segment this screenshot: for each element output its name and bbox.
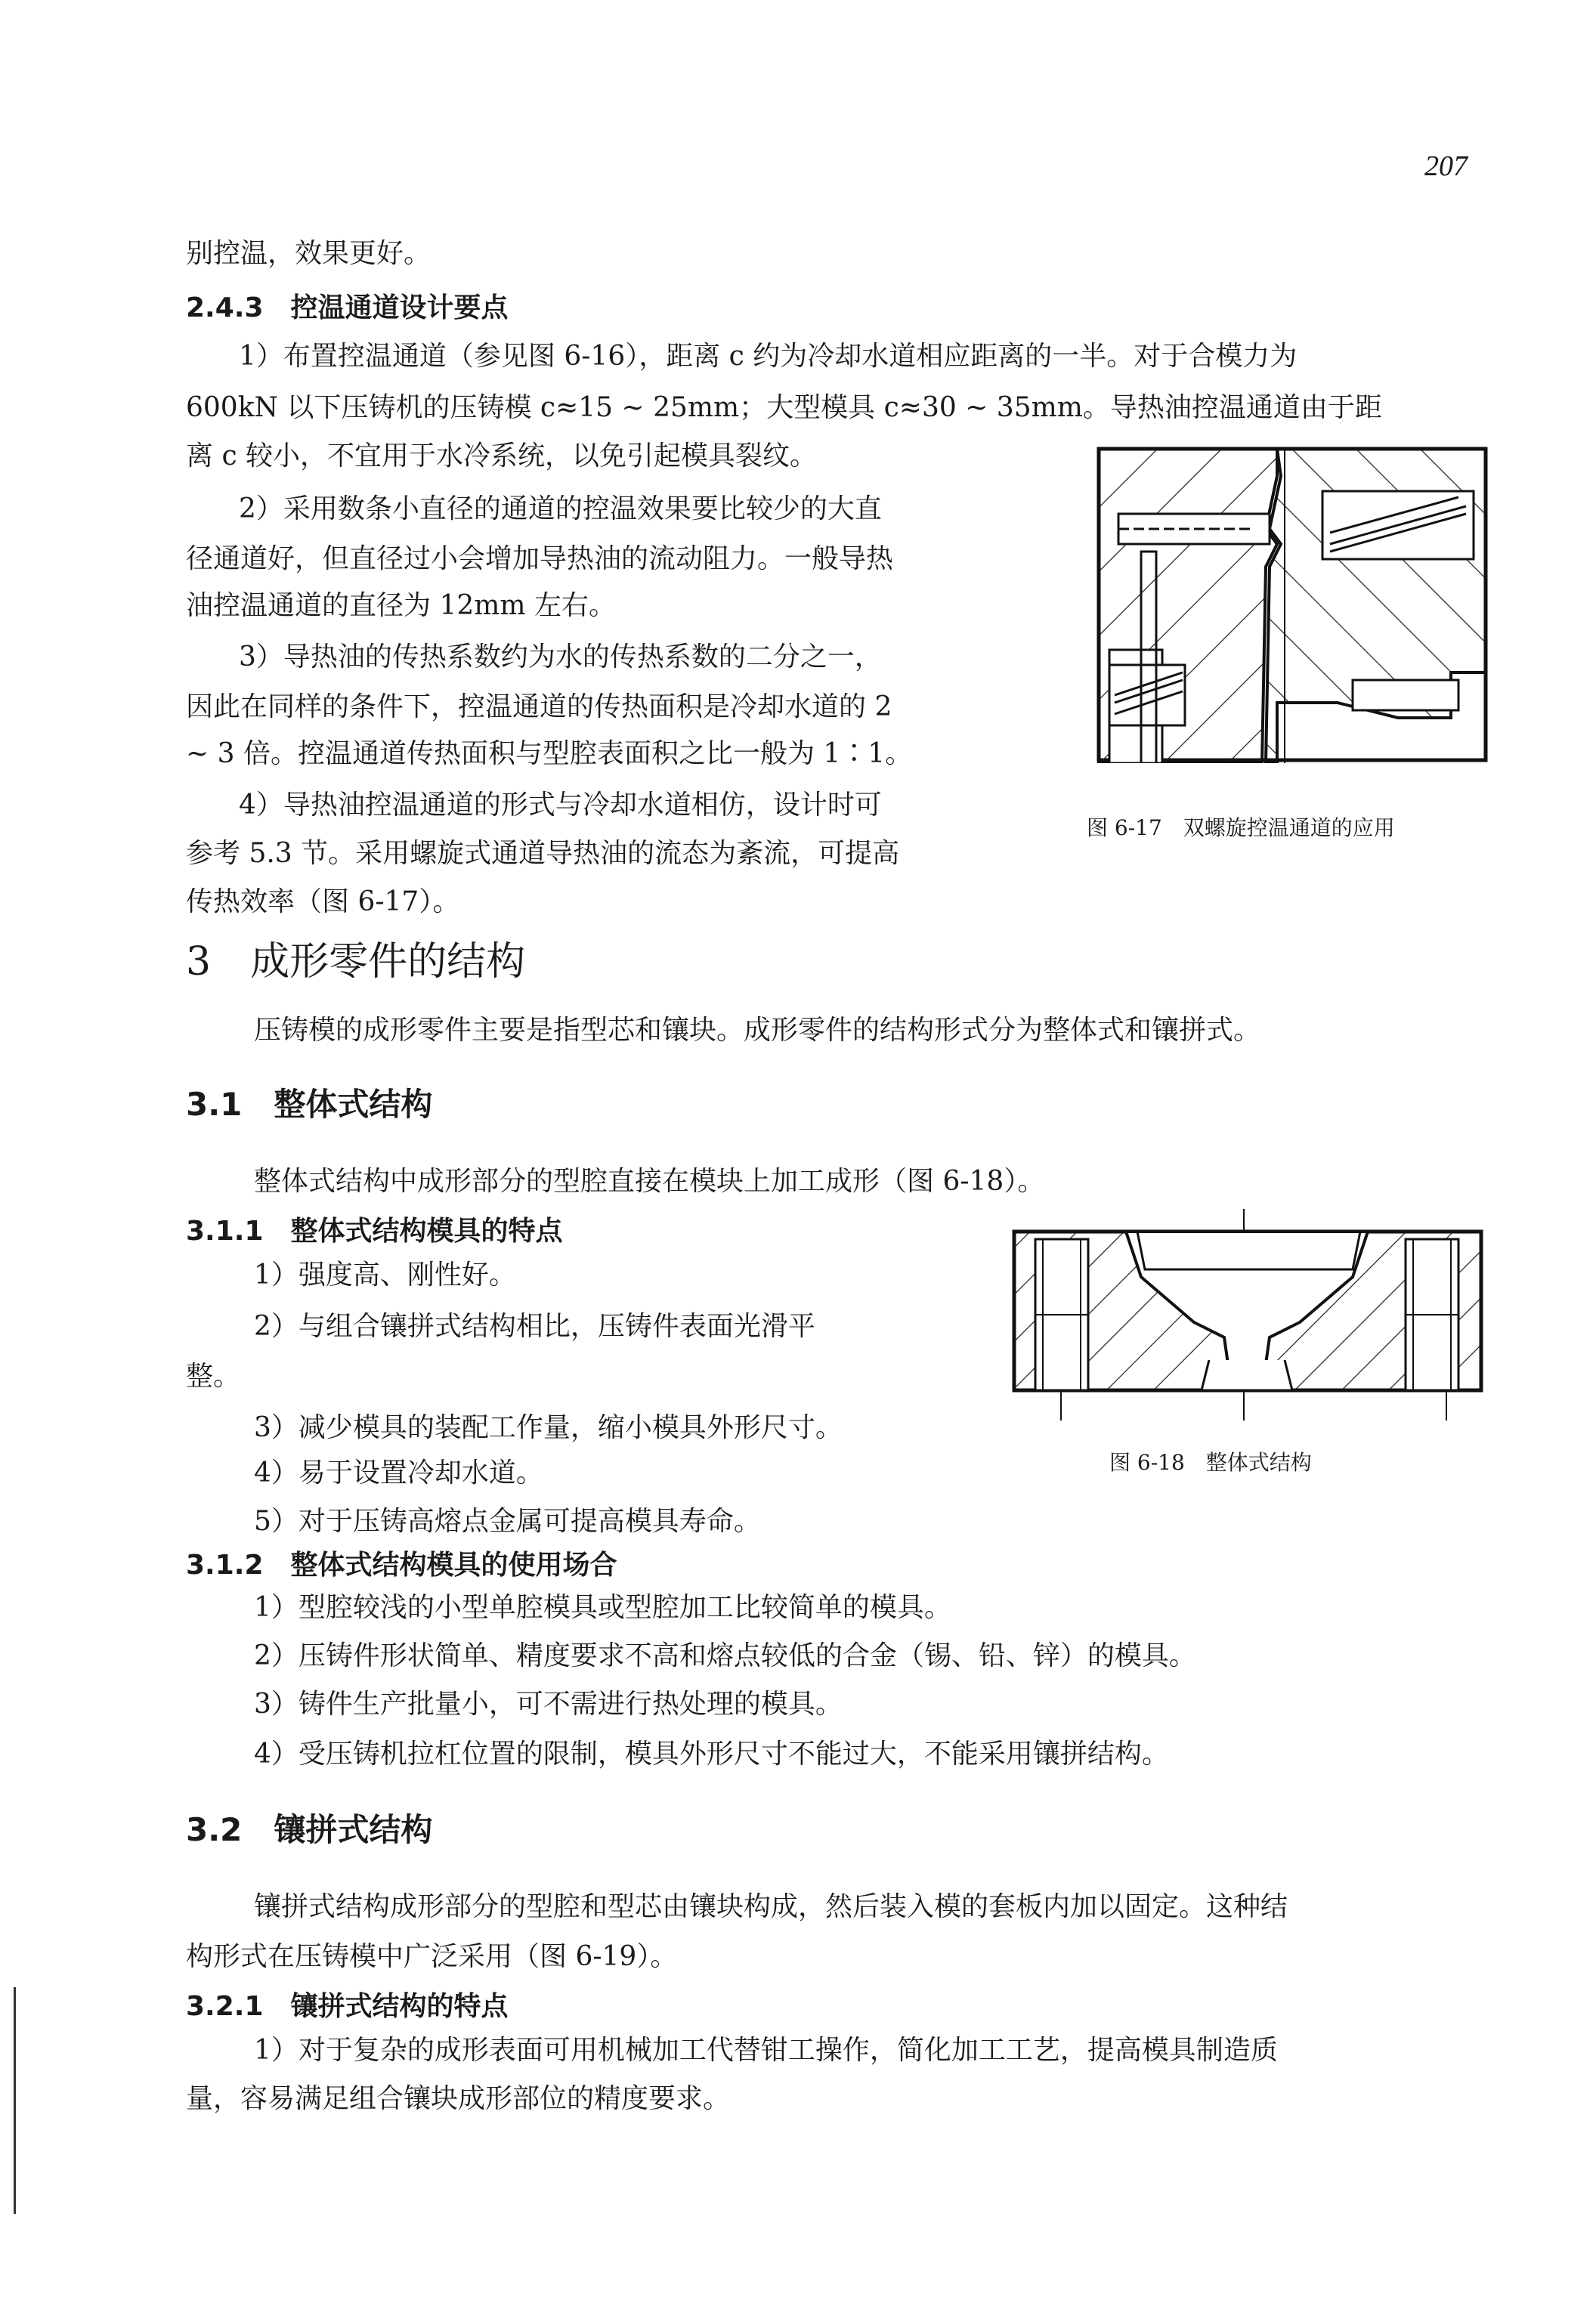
integral-structure-drawing <box>1005 1209 1489 1421</box>
feature-4: 4）易于设置冷却水道。 <box>254 1458 543 1489</box>
para-4-line-2: 参考 5.3 节。采用螺旋式通道导热油的流态为紊流，可提高 <box>186 838 900 869</box>
para-3-line-1: 3）导热油的传热系数约为水的传热系数的二分之一， <box>239 641 882 672</box>
heading-3: 3 成形零件的结构 <box>186 939 526 985</box>
figure-6-18-caption: 图 6-18 整体式结构 <box>1109 1450 1312 1475</box>
para-2-line-1: 2）采用数条小直径的通道的控温效果要比较少的大直 <box>239 493 882 524</box>
lead-line: 别控温，效果更好。 <box>186 238 431 269</box>
figure-6-17-caption: 图 6-17 双螺旋控温通道的应用 <box>1087 815 1395 840</box>
heading-3-2-1: 3.2.1 镶拼式结构的特点 <box>186 1991 509 2022</box>
feature-1: 1）强度高、刚性好。 <box>254 1260 516 1291</box>
para-2-line-2: 径通道好，但直径过小会增加导热油的流动阻力。一般导热 <box>186 543 894 574</box>
para-1-line-2: 600kN 以下压铸机的压铸模 c≈15 ~ 25mm；大型模具 c≈30 ~ 35mm。导热油控温通道由于距 <box>186 392 1382 423</box>
feature-2: 2）与组合镶拼式结构相比，压铸件表面光滑平 <box>254 1311 815 1342</box>
figure-6-17 <box>1096 446 1489 763</box>
heading-3-1: 3.1 整体式结构 <box>186 1086 433 1123</box>
para-1-line-1: 1）布置控温通道（参见图 6-16），距离 c 约为冷却水道相应距离的一半。对于合模力为 <box>239 341 1298 372</box>
section-3-intro: 压铸模的成形零件主要是指型芯和镶块。成形零件的结构形式分为整体式和镶拼式。 <box>254 1015 1261 1046</box>
feature-2-continued: 整。 <box>186 1361 241 1392</box>
feature-5: 5）对于压铸高熔点金属可提高模具寿命。 <box>254 1506 761 1537</box>
heading-3-2: 3.2 镶拼式结构 <box>186 1811 433 1848</box>
para-1-line-3: 离 c 较小，不宜用于水冷系统，以免引起模具裂纹。 <box>186 441 818 471</box>
usage-4: 4）受压铸机拉杠位置的限制，模具外形尺寸不能过大，不能采用镶拼结构。 <box>254 1739 1169 1770</box>
feature-3: 3）减少模具的装配工作量，缩小模具外形尺寸。 <box>254 1412 843 1443</box>
para-4-line-1: 4）导热油控温通道的形式与冷却水道相仿，设计时可 <box>239 790 882 821</box>
heading-3-1-2: 3.1.2 整体式结构模具的使用场合 <box>186 1550 617 1581</box>
section-3-2-1-line-1: 1）对于复杂的成形表面可用机械加工代替钳工操作，简化加工工艺，提高模具制造质 <box>254 2035 1278 2066</box>
scan-margin-mark <box>14 1987 16 2214</box>
section-3-2-1-line-2: 量，容易满足组合镶块成形部位的精度要求。 <box>186 2083 731 2114</box>
para-4-line-3: 传热效率（图 6-17）。 <box>186 886 460 917</box>
para-2-line-3: 油控温通道的直径为 12mm 左右。 <box>186 590 616 621</box>
section-3-2-intro-line-2: 构形式在压铸模中广泛采用（图 6-19）。 <box>186 1941 678 1972</box>
usage-3: 3）铸件生产批量小，可不需进行热处理的模具。 <box>254 1689 843 1720</box>
usage-2: 2）压铸件形状简单、精度要求不高和熔点较低的合金（锡、铅、锌）的模具。 <box>254 1640 1196 1671</box>
usage-1: 1）型腔较浅的小型单腔模具或型腔加工比较简单的模具。 <box>254 1592 951 1623</box>
figure-6-18 <box>1005 1209 1489 1421</box>
page-number: 207 <box>1424 150 1468 182</box>
para-3-line-2: 因此在同样的条件下，控温通道的传热面积是冷却水道的 2 <box>186 691 892 722</box>
heading-2-4-3: 2.4.3 控温通道设计要点 <box>186 292 509 323</box>
double-spiral-channel-drawing <box>1096 446 1489 763</box>
heading-3-1-1: 3.1.1 整体式结构模具的特点 <box>186 1216 563 1247</box>
section-3-1-intro: 整体式结构中成形部分的型腔直接在模块上加工成形（图 6-18）。 <box>254 1166 1045 1197</box>
section-3-2-intro-line-1: 镶拼式结构成形部分的型腔和型芯由镶块构成，然后装入模的套板内加以固定。这种结 <box>254 1891 1288 1922</box>
para-3-line-3: ~ 3 倍。控温通道传热面积与型腔表面积之比一般为 1∶1。 <box>186 738 913 769</box>
